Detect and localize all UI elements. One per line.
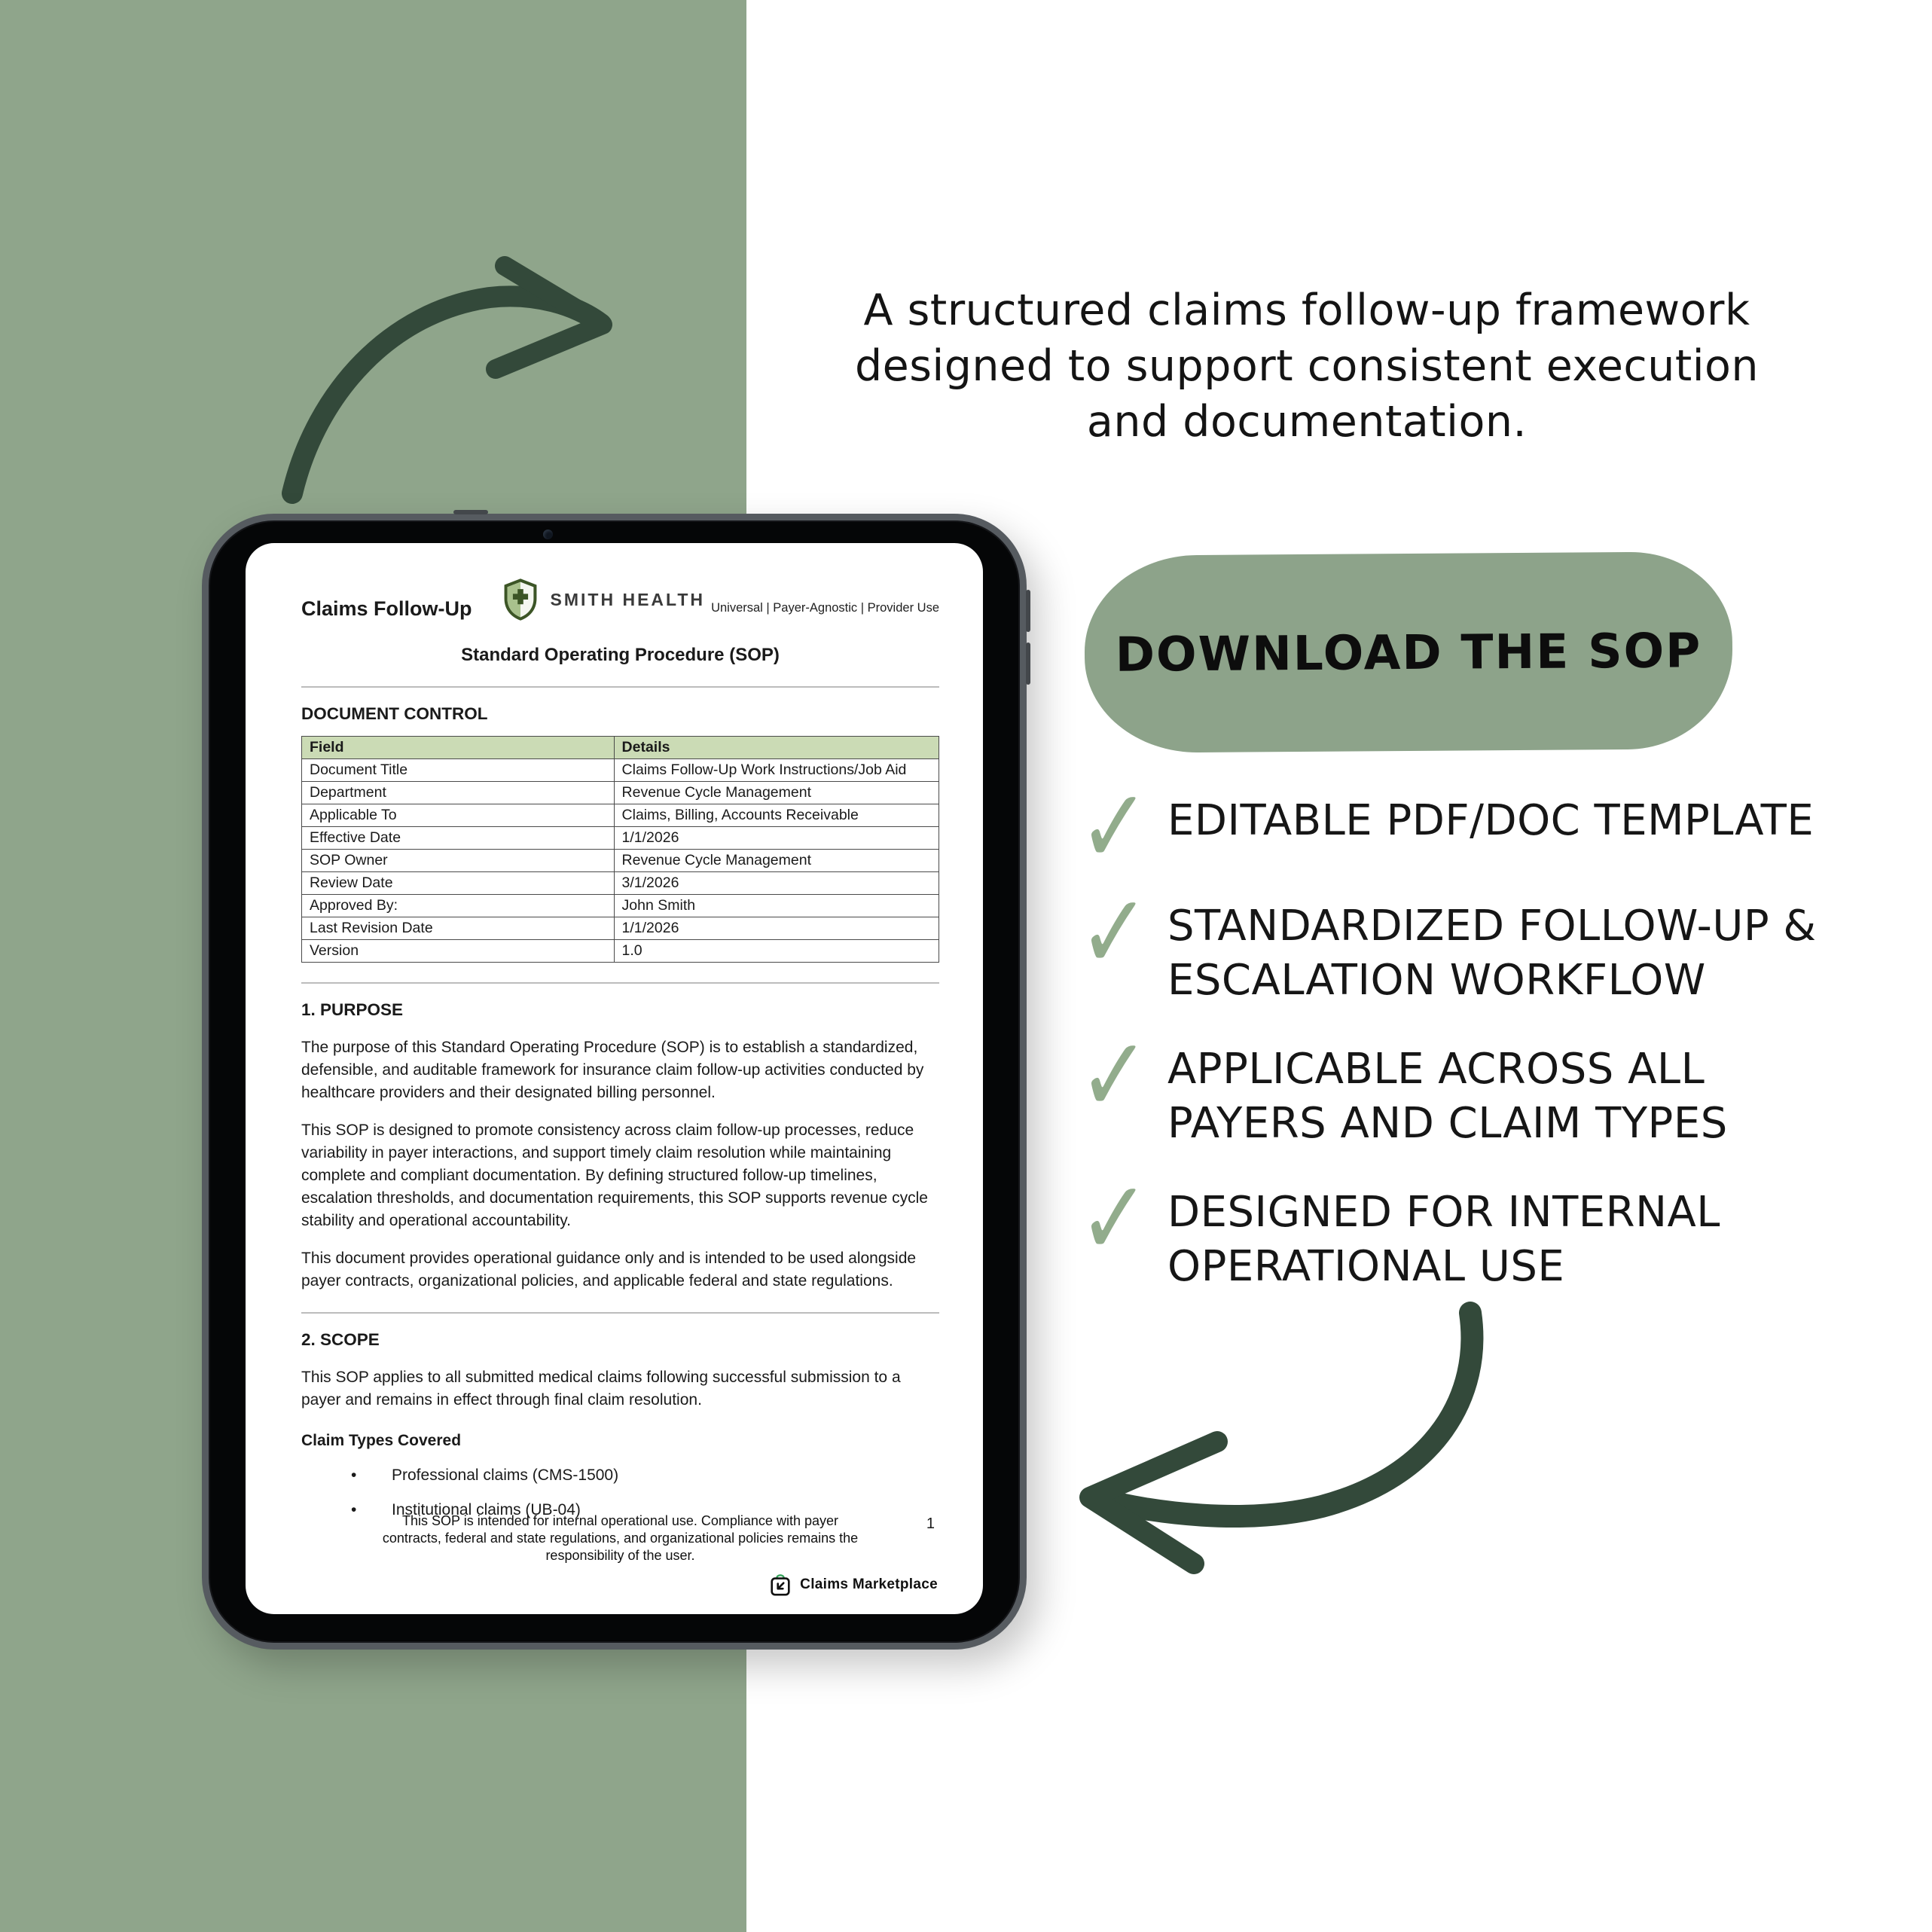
details-cell: 1/1/2026 [614, 917, 939, 940]
tablet-device [202, 514, 1027, 1650]
feature-label: DESIGNED FOR INTERNAL OPERATIONAL USE [1167, 1188, 1720, 1291]
shield-cross-icon [501, 578, 540, 621]
scope-paragraph: This SOP applies to all submitted medical claims following successful submission to a payer and remains in effect through final claim resolution. [301, 1369, 901, 1409]
download-sop-label: DOWNLOAD THE SOP [1115, 622, 1702, 682]
feature-item [1079, 1158, 1839, 1294]
table-row [302, 804, 939, 827]
document-footer [301, 1512, 939, 1598]
details-cell: John Smith [614, 895, 939, 917]
field-cell: Last Revision Date [302, 917, 615, 940]
purpose-paragraph: This SOP is designed to promote consistency across claim follow-up processes, reduce variability in payer interactions, and support timely claim resolution while maintaining complete and compliant documentation. By defining structured follow-up timelines, escalation thresholds, and documentation requirements, this SOP supports revenue cycle stability and operational accountability. [301, 1122, 928, 1229]
document-title: Standard Operating Procedure (SOP) [461, 645, 780, 665]
divider [301, 1312, 939, 1314]
field-cell: Document Title [302, 759, 615, 782]
footer-disclaimer: This SOP is intended for internal operational use. Compliance with payer contracts, federal and state regulations, and organizational policies remains the responsibility of the user. [382, 1513, 859, 1563]
claim-type-item: • Institutional claims (UB-04) [351, 1499, 939, 1521]
column-header: Details [614, 737, 939, 759]
field-cell: Approved By: [302, 895, 615, 917]
field-cell: Version [302, 940, 615, 963]
field-cell: Effective Date [302, 827, 615, 850]
curved-arrow-top-icon [279, 252, 621, 512]
table-row [302, 872, 939, 895]
tablet-power-button [453, 510, 488, 514]
scope-heading: 2. SCOPE [301, 1330, 380, 1349]
sop-document [301, 578, 939, 1614]
details-cell: Claims, Billing, Accounts Receivable [614, 804, 939, 827]
document-header-title: Claims Follow-Up [301, 597, 472, 620]
curved-arrow-bottom-icon [1070, 1294, 1521, 1648]
check-icon: ✓ [1079, 871, 1150, 993]
feature-label: EDITABLE PDF/DOC TEMPLATE [1167, 796, 1814, 845]
feature-item [1079, 871, 1839, 1008]
field-cell: Review Date [302, 872, 615, 895]
tagline [757, 282, 1857, 450]
check-icon: ✓ [1079, 1015, 1150, 1136]
front-camera [543, 530, 553, 539]
table-row [302, 827, 939, 850]
feature-item [1079, 1015, 1839, 1151]
tagline-line-3: and documentation. [1086, 397, 1528, 447]
table-row [302, 917, 939, 940]
details-cell: Claims Follow-Up Work Instructions/Job Aid [614, 759, 939, 782]
marketplace-label: Claims Marketplace [800, 1576, 938, 1592]
table-row [302, 759, 939, 782]
document-header-tags: Universal | Payer-Agnostic | Provider Use [711, 601, 939, 615]
details-cell: Revenue Cycle Management [614, 782, 939, 804]
feature-label: APPLICABLE ACROSS ALL PAYERS AND CLAIM TYPES [1167, 1045, 1728, 1148]
claim-types-heading: Claim Types Covered [301, 1432, 462, 1449]
divider [301, 686, 939, 688]
table-header-row [302, 737, 939, 759]
document-control-heading: DOCUMENT CONTROL [301, 704, 488, 723]
table-row [302, 895, 939, 917]
field-cell: SOP Owner [302, 850, 615, 872]
purpose-heading: 1. PURPOSE [301, 1000, 404, 1019]
marketplace-logo [301, 1572, 939, 1598]
tablet-volume-down-button [1026, 642, 1030, 685]
check-icon: ✓ [1079, 1158, 1150, 1279]
purpose-paragraph: This document provides operational guidance only and is intended to be used alongside payer contracts, organizational policies, and applicable federal and state regulations. [301, 1250, 917, 1290]
field-cell: Department [302, 782, 615, 804]
tablet-screen [246, 543, 983, 1614]
document-control-table [301, 736, 939, 963]
download-sop-button[interactable] [1084, 551, 1733, 753]
feature-item [1079, 766, 1839, 887]
tagline-line-1: A structured claims follow-up framework [863, 285, 1750, 335]
shopping-bag-arrow-icon [768, 1572, 792, 1598]
purpose-paragraph: The purpose of this Standard Operating Procedure (SOP) is to establish a standardized, defensible, and auditable framework for insurance claim follow-up activities conducted by healthcare providers and their designated billing personnel. [301, 1039, 924, 1101]
tablet-volume-up-button [1026, 590, 1030, 632]
column-header: Field [302, 737, 615, 759]
brand-logo [501, 578, 706, 621]
page-number: 1 [926, 1515, 935, 1532]
document-header [301, 578, 939, 621]
details-cell: 1/1/2026 [614, 827, 939, 850]
tagline-line-2: designed to support consistent execution [854, 341, 1760, 391]
table-row [302, 850, 939, 872]
feature-list [1079, 766, 1839, 1324]
check-icon: ✓ [1079, 766, 1150, 887]
brand-name: SMITH HEALTH [550, 590, 706, 609]
field-cell: Applicable To [302, 804, 615, 827]
details-cell: 1.0 [614, 940, 939, 963]
table-row [302, 782, 939, 804]
table-row [302, 940, 939, 963]
details-cell: Revenue Cycle Management [614, 850, 939, 872]
claim-type-item: • Professional claims (CMS-1500) [351, 1464, 939, 1487]
feature-label: STANDARDIZED FOLLOW-UP & ESCALATION WORKFLOW [1167, 902, 1817, 1005]
details-cell: 3/1/2026 [614, 872, 939, 895]
divider [301, 982, 939, 984]
